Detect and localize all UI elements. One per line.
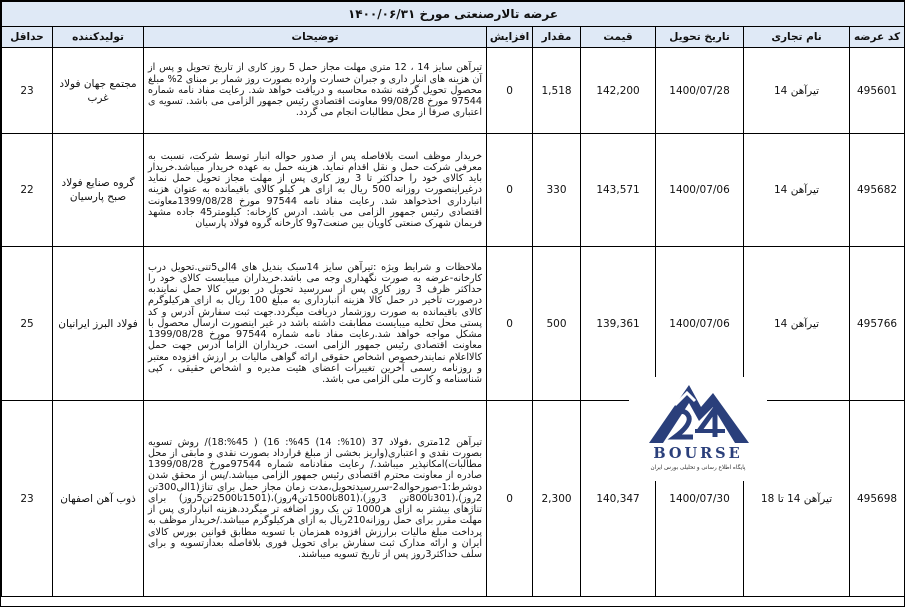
delivery-date: 1400/07/06 <box>656 134 744 247</box>
offer-code: 495682 <box>850 134 905 247</box>
increase: 0 <box>487 48 533 134</box>
description: ملاحظات و شرایط ویژه :تیرآهن سایز 14سبک بندیل های 4الی5تنی.تحویل درب کارخانه-عرضه به صورت نگهداری وجه می باشد.خریداران میبایست کالای خود را حداکثر ظرف 3 روز کاری پس از سررسید تحویل در بورس کالا حمل نمایندبه درصورت تاخیر در حمل کالا هزینه انبارداری به مبلغ 100 ریال به ازای هرکیلوگرم کالای باقیمانده به صورت روزشمار دریافت میگردد.جهت ثبت سفارش آدرس و کد پستی محل تخلیه میبایست مطابقت داشته باشد در غیر اینصورت ارسال محصول با مشکل مواجه خواهد شد.رعایت مفاد نامه شماره 97544 مورخ 1399/08/28 معاونت اقتصادی رئیس جمهور الزامی است. خریداران الزاما آدرس جهت حمل کالااعلام نمایندرخصوص اشخاص حقوقی ارائه گواهی مالیات بر ارزش افزوده معتبر و روزنامه رسمی آخرین تغییرات اعضای هئیت مدیره و اشخاص حقیقی ، کپی شناسنامه و کارت ملی الزامی می باشد. <box>144 247 487 401</box>
col-code: کد عرضه <box>850 27 905 48</box>
col-name: نام تجاری <box>744 27 850 48</box>
offer-code: 495601 <box>850 48 905 134</box>
price: 140,347 <box>581 401 656 597</box>
quantity: 2,300 <box>533 401 581 597</box>
producer: گروه صنایع فولاد صبح پارسیان <box>53 134 144 247</box>
table-row <box>2 401 905 597</box>
trade-name: تیرآهن 14 تا 18 <box>744 401 850 597</box>
price: 142,200 <box>581 48 656 134</box>
producer: مجتمع جهان فولاد غرب <box>53 48 144 134</box>
quantity: 1,518 <box>533 48 581 134</box>
quantity: 330 <box>533 134 581 247</box>
delivery-date: 1400/07/06 <box>656 247 744 401</box>
bourse-24-logo-icon <box>629 377 767 445</box>
col-price: قیمت <box>581 27 656 48</box>
increase: 0 <box>487 247 533 401</box>
price: 143,571 <box>581 134 656 247</box>
table-row <box>2 247 905 401</box>
table-row <box>2 134 905 247</box>
table-header <box>2 27 905 48</box>
increase: 0 <box>487 134 533 247</box>
watermark-subtitle: پایگاه اطلاع رسانی و تحلیلی بورس ایران <box>650 465 746 471</box>
col-quantity: مقدار <box>533 27 581 48</box>
trade-name: تیرآهن 14 <box>744 247 850 401</box>
trade-name: تیرآهن 14 <box>744 134 850 247</box>
quantity: 500 <box>533 247 581 401</box>
col-min: حداقل <box>2 27 53 48</box>
min-purchase: 25 <box>2 247 53 401</box>
delivery-date: 1400/07/30 <box>656 401 744 597</box>
col-delivery: تاریخ تحویل <box>656 27 744 48</box>
offer-code: 495698 <box>850 401 905 597</box>
increase: 0 <box>487 401 533 597</box>
col-description: توضیحات <box>144 27 487 48</box>
description: تیرآهن 12متری ،فولاد 37 (10%: 14) 45%: 16) ( 45%:18)/ روش تسویه بصورت نقدی و اعتباری(واریز بخشی از مبلغ قرارداد بصورت نقدی و مابقی از محل مطالبات)امکانپذیر میباشد./ رعایت مفادنامه شماره 97544مورخ 1399/08/28 صادره از معاونت محترم اقتصادی رئیس جمهور الزامی میباشد./پس از محقق شدن دوشرط:1-صورحواله2-سررسیدتحویل،مدت زمان مجاز حمل برای تناژ(1الی300تن 2روز)،(301تا800تن 3روز)،(801تا1500تن4روز)،(1501تا2500تن5روز) برای تناژهای بیشتر به ازای هر1000 تن یک روز اضافه تر میگردد.هزینه انبارداری پس از مهلت مقرر برای حمل روزانه210ریال به ازای هرکیلوگرم میباشد./خریدار موظف به پرداخت مبلغ مالیات برارزش افزوده همزمان با تسویه مطابق قوانین بورس کالای ایران و ارائه مدارک ثبت سفارش برای تحویل فوری بلافاصله بعدازتسویه و برای سلف حداکثر3روز پس از تاریخ تسویه میباشند. <box>144 401 487 597</box>
producer: ذوب آهن اصفهان <box>53 401 144 597</box>
offer-code: 495766 <box>850 247 905 401</box>
watermark-text: BOURSE <box>653 445 743 462</box>
producer: فولاد البرز ایرانیان <box>53 247 144 401</box>
table-row <box>2 48 905 134</box>
col-increase: افزایش <box>487 27 533 48</box>
description: تیرآهن سایز 14 ، 12 متری مهلت مجاز حمل 5 روز کاری از تاریخ تحویل و پس از آن هزینه های انبار داری و جبران خسارت وارده بصورت روز شمار بر مبنای 2% مبلغ محصول تحویل گرفته نشده محاسبه و دریافت خواهد شد. رعایت مفاد نامه شماره 97544 مورخ 99/08/28 معاونت اقتصادی رئیس جمهور الزامی می باشد. تسویه ی اعتباری صرفا از محل مطالبات انجام می گردد. <box>144 48 487 134</box>
offer-table <box>1 1 905 597</box>
trade-name: تیرآهن 14 <box>744 48 850 134</box>
min-purchase: 22 <box>2 134 53 247</box>
delivery-date: 1400/07/28 <box>656 48 744 134</box>
col-producer: تولیدکننده <box>53 27 144 48</box>
page-title: عرضه تالارصنعتی مورخ ۱۴۰۰/۰۶/۳۱ <box>2 2 905 27</box>
description: خریدار موظف است بلافاصله پس از صدور حواله انبار توسط شرکت، نسبت به معرفی شرکت حمل و نقل اقدام نماید. هزینه حمل به عهده خریدار میباشد.خریدار باید کالای خود را حداکثر تا 3 روز کاری پس از مهلت مجاز تحویل حمل نماید درغیراینصورت روزانه 500 ریال به ازای هر کیلو کالای باقیمانده به عنوان هزینه انبارداری اخذخواهد شد. رعایت مفاد نامه 97544 مورخ 1399/08/28معاونت اقتصادی رئیس جمهور الزامی می باشد. ادرس کارخانه: کیلومتر45 جاده مشهد فریمان شهرک صنعتی کاویان بین صنعت7و9 کارخانه گروه فولاد پارسیان <box>144 134 487 247</box>
price: 139,361 <box>581 247 656 401</box>
bourse-watermark-logo <box>629 377 767 481</box>
min-purchase: 23 <box>2 48 53 134</box>
min-purchase: 23 <box>2 401 53 597</box>
